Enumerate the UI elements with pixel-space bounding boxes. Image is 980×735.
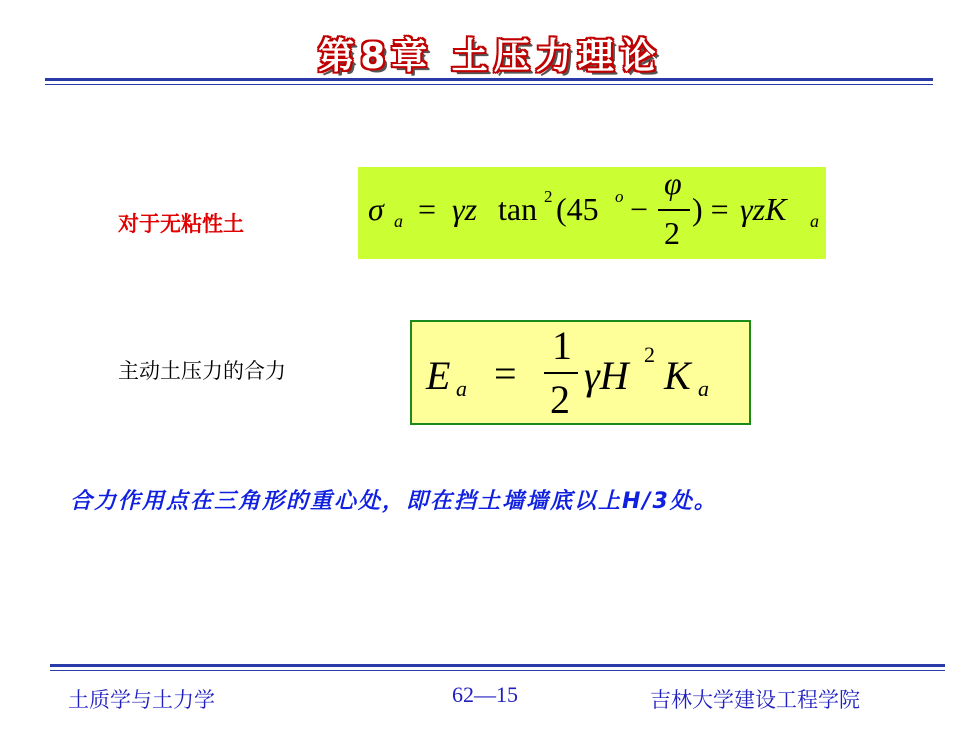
formula1-box [358, 167, 826, 259]
k-symbol: K [664, 353, 691, 398]
k-subscript: a [810, 211, 819, 231]
phi-symbol: φ [664, 165, 682, 201]
bottom-divider [50, 664, 945, 667]
bottom-divider-thin [50, 670, 945, 671]
footer-course: 土质学与土力学 [68, 688, 215, 712]
top-divider [45, 78, 933, 81]
h-exponent: 2 [644, 342, 655, 367]
fraction-bar [658, 209, 690, 211]
sigma-symbol: σ [368, 191, 384, 227]
half-numerator: 1 [552, 323, 572, 368]
formula2-label: 主动土压力的合力 [118, 359, 286, 383]
angle-open: (45 [556, 191, 599, 227]
footer-page-number: 62—15 [452, 682, 518, 707]
slide-title: 第8章 土压力理论 [318, 36, 662, 77]
top-divider-thin [45, 84, 933, 85]
tan-exponent: 2 [544, 187, 553, 206]
formula2-box [410, 320, 751, 425]
equals-sign: = [418, 191, 437, 227]
minus-sign: − [630, 191, 649, 227]
gamma-z: γz [452, 191, 478, 227]
formula1-label: 对于无粘性土 [118, 212, 244, 236]
half-fraction-bar [544, 372, 578, 374]
angle-close: ) = [692, 191, 729, 227]
degree-mark: o [615, 187, 624, 206]
gamma-z-k: γzK [740, 191, 787, 227]
tan-function: tan [498, 191, 538, 227]
equals-sign-2: = [494, 351, 517, 396]
gamma-h: γH [584, 353, 629, 398]
e-subscript: a [456, 376, 467, 401]
footer-institution: 吉林大学建设工程学院 [650, 688, 860, 712]
e-symbol: E [426, 353, 451, 398]
half-denominator: 2 [550, 377, 570, 422]
sigma-subscript: a [394, 211, 403, 231]
fraction-denominator: 2 [664, 215, 680, 251]
explanation-note: 合力作用点在三角形的重心处，即在挡土墙墙底以上H/3处。 [70, 489, 718, 514]
k-subscript-2: a [698, 376, 709, 401]
